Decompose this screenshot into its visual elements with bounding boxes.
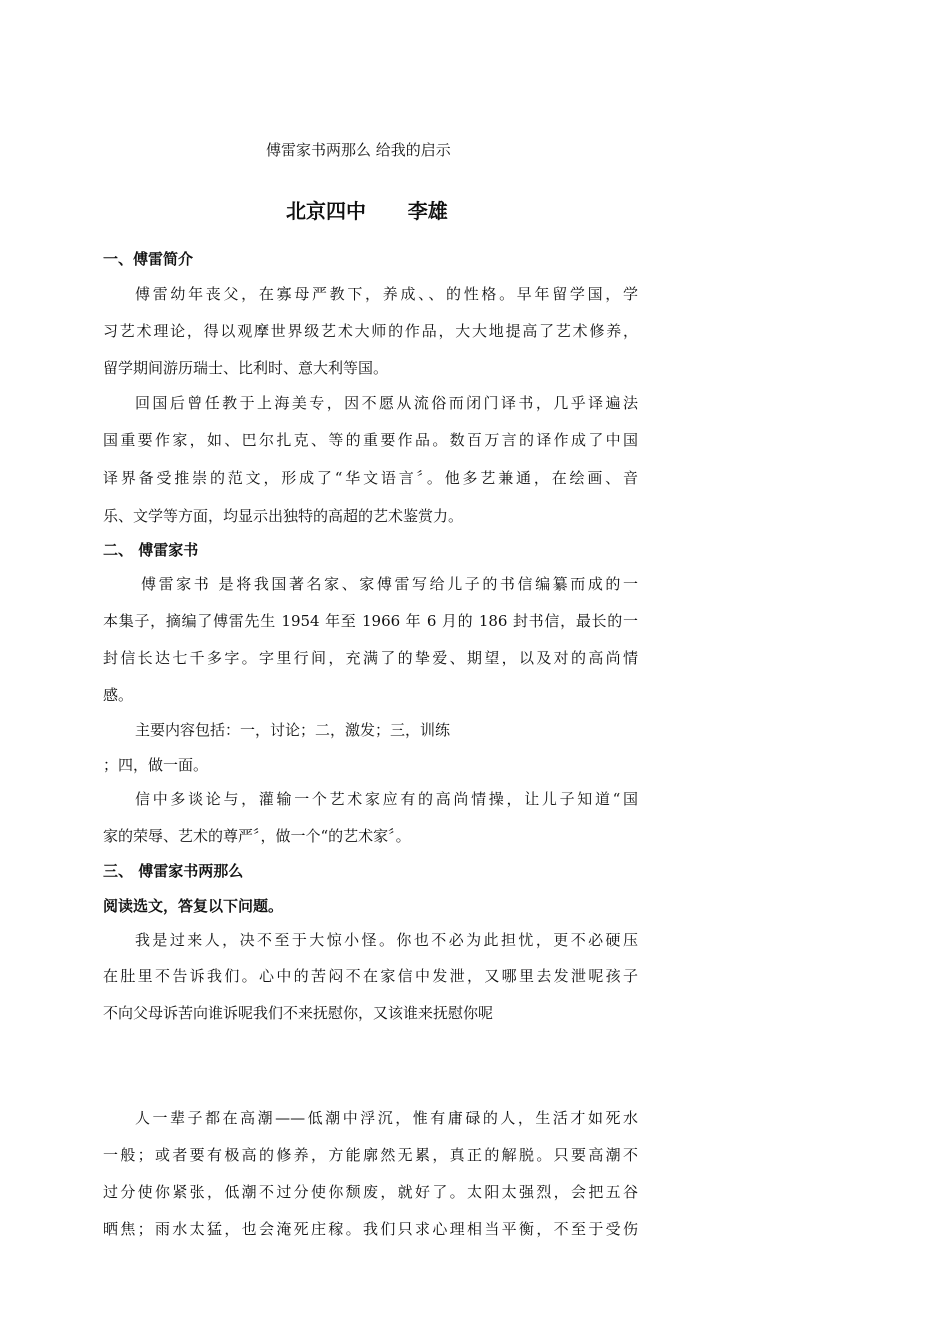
paragraph-line: 封信长达七千多字。字里行间，充满了的挚爱、期望，以及对的高尚情 <box>103 649 638 667</box>
paragraph-line: ；四，做一面。 <box>103 756 209 774</box>
passage-line: 人一辈子都在高潮——低潮中浮沉，惟有庸碌的人，生活才如死水 <box>135 1109 638 1127</box>
passage-line: 在肚里不告诉我们。心中的苦闷不在家信中发泄，又哪里去发泄呢孩子 <box>103 967 638 985</box>
paragraph-line: 回国后曾任教于上海美专，因不愿从流俗而闭门译书，几乎译遍法 <box>135 394 638 412</box>
section-heading-letters: 二、 傅雷家书 <box>103 541 199 559</box>
passage-line: 过分使你紧张，低潮不过分使你颓废，就好了。太阳太强烈，会把五谷 <box>103 1183 638 1201</box>
paragraph-line: 信中多谈论与，灌输一个艺术家应有的高尚情操，让儿子知道“国 <box>135 790 638 808</box>
paragraph-line: 主要内容包括：一，讨论；二，激发；三，训练 <box>135 721 451 739</box>
document-title: 傅雷家书两那么 给我的启示 <box>266 141 451 159</box>
paragraph-line: 傅雷幼年丧父，在寡母严教下，养成、、的性格。早年留学国，学 <box>135 285 638 303</box>
reading-instruction: 阅读选文，答复以下问题。 <box>103 897 284 915</box>
paragraph-line: 译界备受推崇的范文，形成了“华文语言〞。他多艺兼通，在绘画、音 <box>103 469 638 487</box>
passage-line: 一般；或者要有极高的修养，方能廓然无累，真正的解脱。只要高潮不 <box>103 1146 638 1164</box>
paragraph-line: 习艺术理论，得以观摩世界级艺术大师的作品，大大地提高了艺术修养， <box>103 322 638 340</box>
paragraph-line: 本集子，摘编了傅雷先生 1954 年至 1966 年 6 月的 186 封书信，最长的一 <box>103 612 638 630</box>
passage-line: 我是过来人，决不至于大惊小怪。你也不必为此担忧，更不必硬压 <box>135 931 638 949</box>
author-line: 北京四中 李雄 <box>286 199 448 223</box>
paragraph-line: 家的荣辱、艺术的尊严〞，做一个“的艺术家〞。 <box>103 827 411 845</box>
passage-line: 晒焦；雨水太猛，也会淹死庄稼。我们只求心理相当平衡，不至于受伤 <box>103 1220 638 1238</box>
paragraph-line: 国重要作家，如、巴尔扎克、等的重要作品。数百万言的译作成了中国 <box>103 431 638 449</box>
section-heading-intro: 一、傅雷简介 <box>103 250 194 268</box>
paragraph-line: 傅雷家书 是将我国著名家、家傅雷写给儿子的书信编纂而成的一 <box>141 575 638 593</box>
section-heading-reading: 三、 傅雷家书两那么 <box>103 862 244 880</box>
passage-line: 不向父母诉苦向谁诉呢我们不来抚慰你，又该谁来抚慰你呢 <box>103 1004 494 1022</box>
paragraph-line: 感。 <box>103 686 134 704</box>
paragraph-line: 留学期间游历瑞士、比利时、意大利等国。 <box>103 359 389 377</box>
paragraph-line: 乐、文学等方面，均显示出独特的高超的艺术鉴赏力。 <box>103 507 464 525</box>
